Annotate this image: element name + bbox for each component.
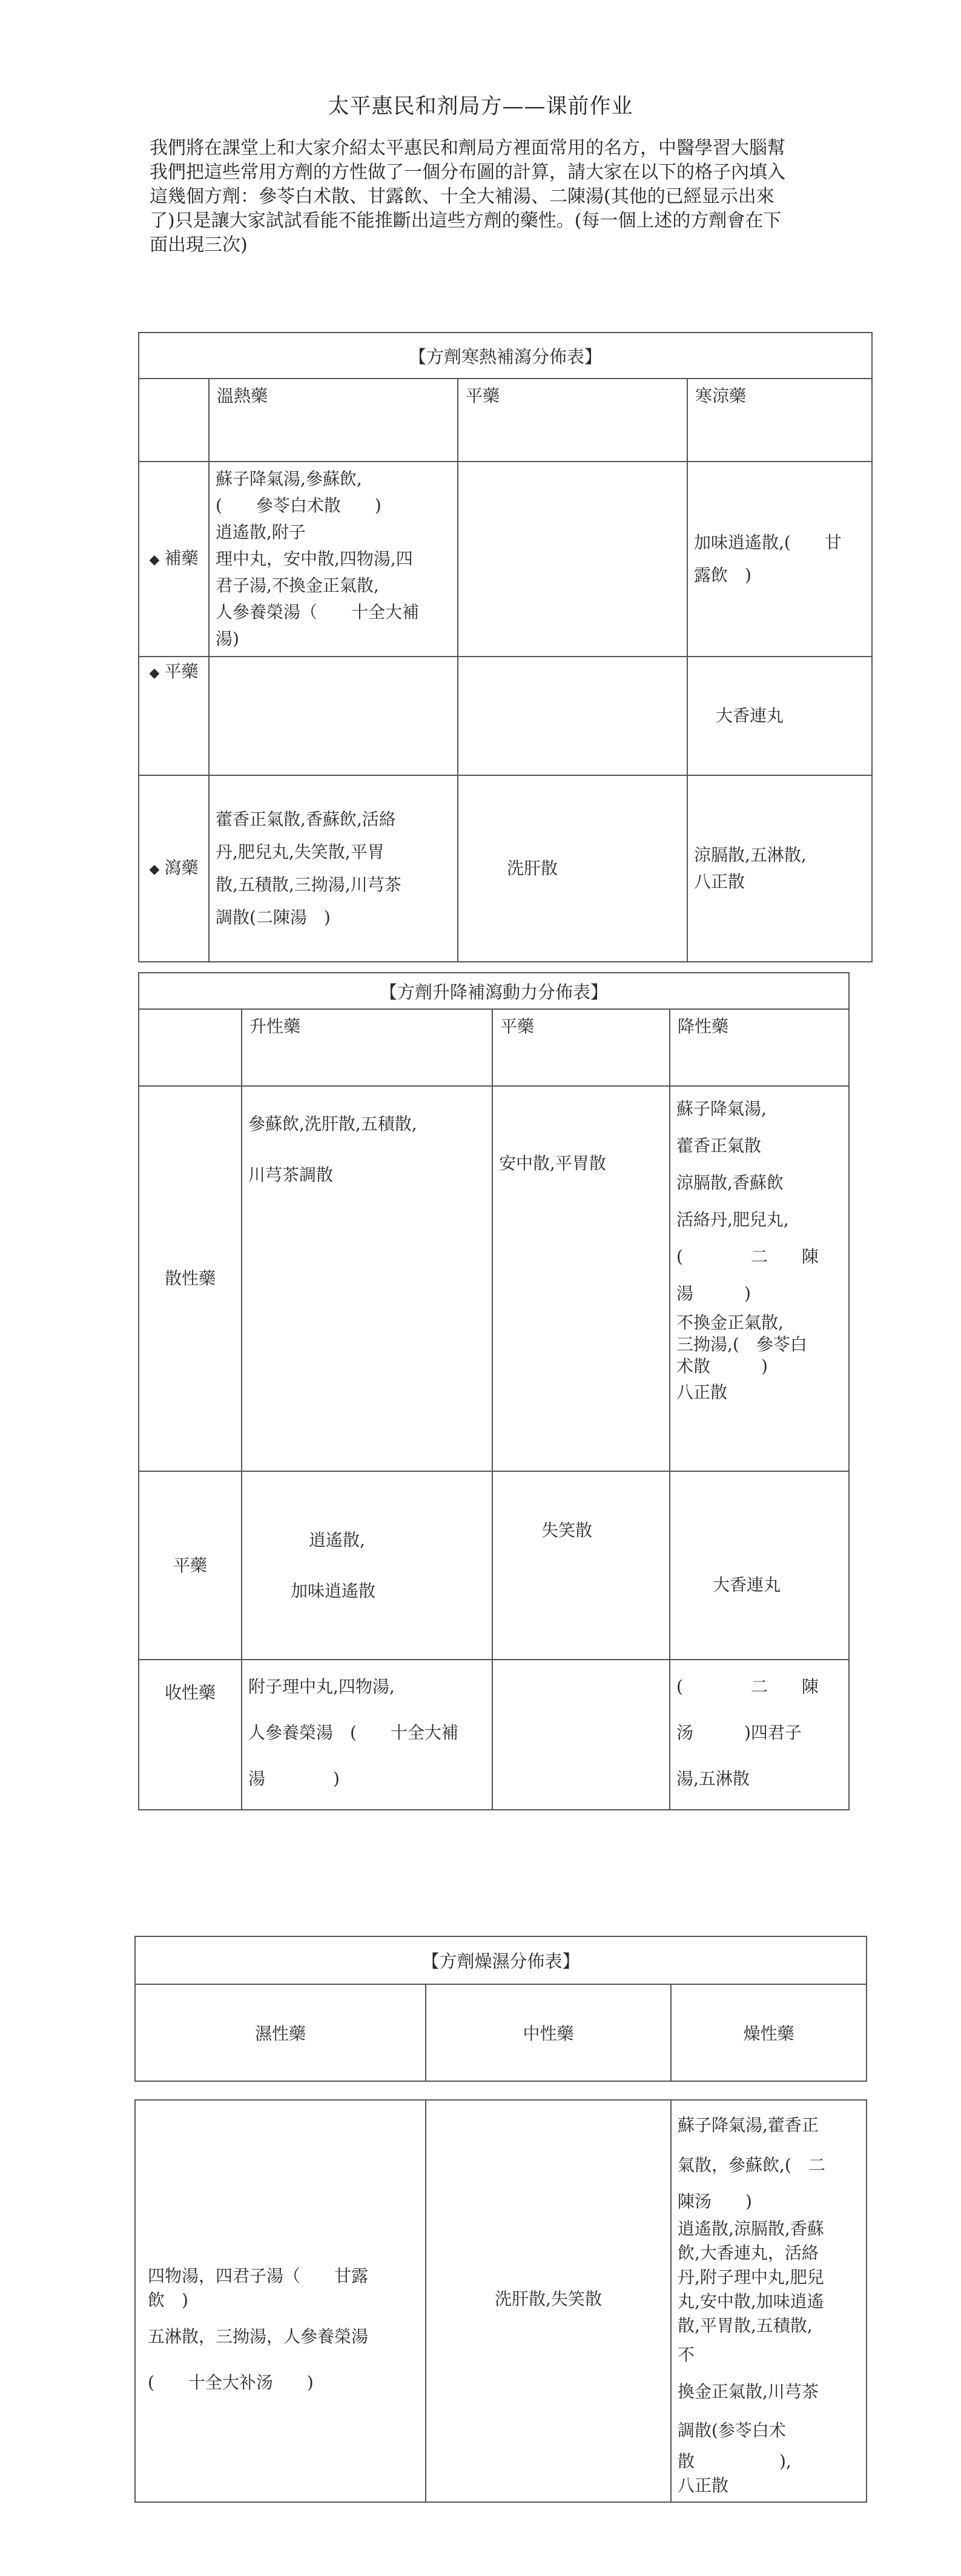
- formula-line: 活絡丹,肥兒丸,: [676, 1210, 789, 1230]
- formula-line: 湯 ): [676, 1283, 751, 1303]
- cell-warm-neutral: [209, 657, 458, 775]
- cell-cold-drain: [687, 775, 872, 962]
- formula-line: ( 參苓白术散 ): [216, 495, 381, 515]
- formula-line: 逍遙散,附子: [216, 522, 306, 542]
- black-diamond-icon: ◆: [149, 666, 160, 681]
- row-label-drain: [139, 775, 209, 962]
- formula-line: 洗肝散: [507, 858, 558, 878]
- intro-line: 我們把這些常用方劑的方性做了一個分布圖的計算，請大家在以下的格子內填入: [150, 162, 785, 183]
- formula-line: 藿香正氣散,香蘇飲,活絡: [216, 809, 396, 829]
- page-title: 太平惠民和剂局方——课前作业: [328, 94, 633, 119]
- formula-line: 涼膈散,香蘇飲: [676, 1173, 784, 1193]
- formula-line: 加味逍遙散,( 甘: [694, 532, 842, 552]
- formula-line: 加味逍遙散: [291, 1580, 376, 1601]
- black-diamond-icon: ◆: [149, 861, 160, 877]
- formula-line: 失笑散: [541, 1520, 593, 1540]
- dry-wet-table-header: [134, 1936, 867, 2082]
- row-label-tonify: [139, 462, 209, 657]
- cell-neutral-drain: [458, 775, 687, 962]
- cell-warm-tonify: [209, 462, 458, 657]
- formula-line: 氣散，參蘇飲,( 二: [678, 2155, 825, 2175]
- formula-line: 洗肝散,失笑散: [495, 2289, 602, 2309]
- formula-line: 蘇子降氣湯,參蘇飲,: [216, 469, 362, 489]
- corner-cell: [139, 379, 209, 462]
- table-caption: 【方劑升降補瀉動力分佈表】: [139, 973, 849, 1009]
- formula-line: 丹,附子理中丸,肥兒: [678, 2267, 824, 2287]
- formula-line: ( 二 陳: [676, 1677, 819, 1697]
- formula-line: 八正散: [676, 1382, 728, 1402]
- cell-warm-drain: [209, 775, 458, 962]
- formula-line: 飲 ): [148, 2290, 188, 2310]
- row-label-text: 補藥: [164, 548, 199, 568]
- formula-line: 附子理中丸,四物湯,: [248, 1677, 395, 1697]
- formula-line: 不: [678, 2345, 695, 2365]
- header-ascending: 升性藥: [242, 1009, 492, 1086]
- formula-line: 涼膈散,五淋散,: [694, 845, 807, 865]
- formula-line: 藿香正氣散: [676, 1136, 762, 1156]
- cell-down-neutral: [670, 1471, 849, 1660]
- cell-cold-tonify: [687, 462, 872, 657]
- row-label-text: 平藥: [164, 661, 199, 681]
- formula-line: 人參養榮湯（ 十全大補: [216, 602, 420, 622]
- formula-line: ( 十全大补汤 ): [148, 2372, 314, 2392]
- header-neutral: 中性藥: [426, 1984, 671, 2081]
- formula-line: 八正散: [678, 2475, 729, 2495]
- table-caption: 【方劑燥濕分佈表】: [135, 1936, 867, 1984]
- formula-line: 丹,肥兒丸,失笑散,平胃: [216, 842, 385, 862]
- cell-neutral-astringent: [492, 1660, 670, 1810]
- header-dry: 燥性藥: [671, 1984, 867, 2081]
- corner-cell: [139, 1009, 242, 1086]
- formula-line: 三拗湯,( 參苓白: [676, 1334, 807, 1354]
- formula-line: 逍遙散,: [309, 1529, 365, 1550]
- formula-line: 飲,大香連丸，活絡: [678, 2243, 819, 2263]
- intro-paragraph: [150, 136, 828, 257]
- cold-hot-tonify-drain-table: [138, 332, 873, 962]
- formula-line: 散,五積散,三拗湯,川芎茶: [216, 875, 401, 895]
- formula-line: 汤 )四君子: [676, 1723, 802, 1743]
- formula-line: 大香連丸: [713, 1574, 781, 1595]
- row-label-dispersing: 散性藥: [139, 1086, 242, 1471]
- row-label-neutral: [139, 657, 209, 775]
- formula-line: 陳汤 ): [678, 2191, 752, 2211]
- formula-line: 蘇子降氣湯,藿香正: [678, 2115, 819, 2135]
- formula-line: 五淋散，三拗湯，人參養榮湯: [148, 2326, 369, 2346]
- formula-line: ( 二 陳: [676, 1247, 819, 1266]
- black-diamond-icon: ◆: [149, 552, 160, 568]
- cell-wet: [135, 2100, 426, 2502]
- table-caption: 【方劑寒熱補瀉分佈表】: [139, 333, 872, 379]
- cell-neutral-neutral: [458, 657, 687, 775]
- formula-line: 逍遙散,涼膈散,香蘇: [678, 2219, 824, 2239]
- cell-neutral-neutral: [492, 1471, 670, 1660]
- cell-up-neutral: [242, 1471, 492, 1660]
- header-wet: 濕性藥: [135, 1984, 426, 2081]
- cell-neutral: [426, 2100, 671, 2502]
- intro-line: 了)只是讓大家試試看能不能推斷出這些方劑的藥性。(每一個上述的方劑會在下: [150, 210, 782, 231]
- cell-dry: [671, 2100, 867, 2502]
- formula-line: 露飲 ): [694, 565, 751, 585]
- header-neutral: 平藥: [458, 379, 687, 462]
- cell-cold-neutral: [687, 657, 872, 775]
- formula-line: 換金正氣散,川芎茶: [678, 2382, 819, 2402]
- formula-line: 參蘇飲,洗肝散,五積散,: [248, 1114, 417, 1134]
- cell-down-dispersing: [670, 1086, 849, 1471]
- formula-line: 四物湯，四君子湯（ 甘露: [148, 2266, 369, 2286]
- formula-line: 湯,五淋散: [676, 1769, 750, 1789]
- cell-up-astringent: [242, 1660, 492, 1810]
- header-warm: 溫熱藥: [209, 379, 458, 462]
- cell-down-astringent: [670, 1660, 849, 1810]
- formula-line: 散 ),: [678, 2451, 791, 2471]
- cell-up-dispersing: [242, 1086, 492, 1471]
- formula-line: 八正散: [694, 872, 745, 892]
- formula-line: 丸,安中散,加味逍遙: [678, 2291, 824, 2311]
- formula-line: 散,平胃散,五積散,: [678, 2316, 813, 2336]
- formula-line: 人參養榮湯 ( 十全大補: [248, 1723, 458, 1743]
- intro-line: 我們將在課堂上和大家介紹太平惠民和劑局方裡面常用的名方，中醫學習大腦幫: [150, 137, 785, 159]
- header-neutral: 平藥: [492, 1009, 670, 1086]
- dry-wet-table-body: [134, 2099, 867, 2503]
- row-label-astringent: 收性藥: [139, 1660, 242, 1810]
- header-descending: 降性藥: [670, 1009, 849, 1086]
- ascend-descend-table: [138, 972, 850, 1810]
- cell-neutral-dispersing: [492, 1086, 670, 1471]
- row-label-text: 瀉藥: [164, 857, 199, 878]
- formula-line: 調散(二陳湯 ): [216, 907, 331, 927]
- intro-line: 面出現三次): [150, 234, 248, 256]
- header-cold: 寒涼藥: [687, 379, 872, 462]
- formula-line: 調散(参苓白术: [678, 2420, 786, 2440]
- formula-line: 君子湯,不換金正氣散,: [216, 575, 379, 595]
- formula-line: 术散 ): [676, 1356, 768, 1376]
- formula-line: 大香連丸: [716, 706, 784, 726]
- formula-line: 安中散,平胃散: [499, 1153, 606, 1173]
- formula-line: 不換金正氣散,: [676, 1313, 784, 1333]
- formula-line: 湯): [216, 629, 239, 649]
- formula-line: 川芎茶調散: [248, 1165, 334, 1185]
- intro-line: 這幾個方劑：參苓白术散、甘露飲、十全大補湯、二陳湯(其他的已經显示出來: [150, 186, 774, 207]
- formula-line: 理中丸，安中散,四物湯,四: [216, 549, 413, 569]
- cell-neutral-tonify: [458, 462, 687, 657]
- row-label-neutral: 平藥: [139, 1471, 242, 1660]
- formula-line: 蘇子降氣湯,: [676, 1099, 767, 1119]
- formula-line: 湯 ): [248, 1769, 340, 1789]
